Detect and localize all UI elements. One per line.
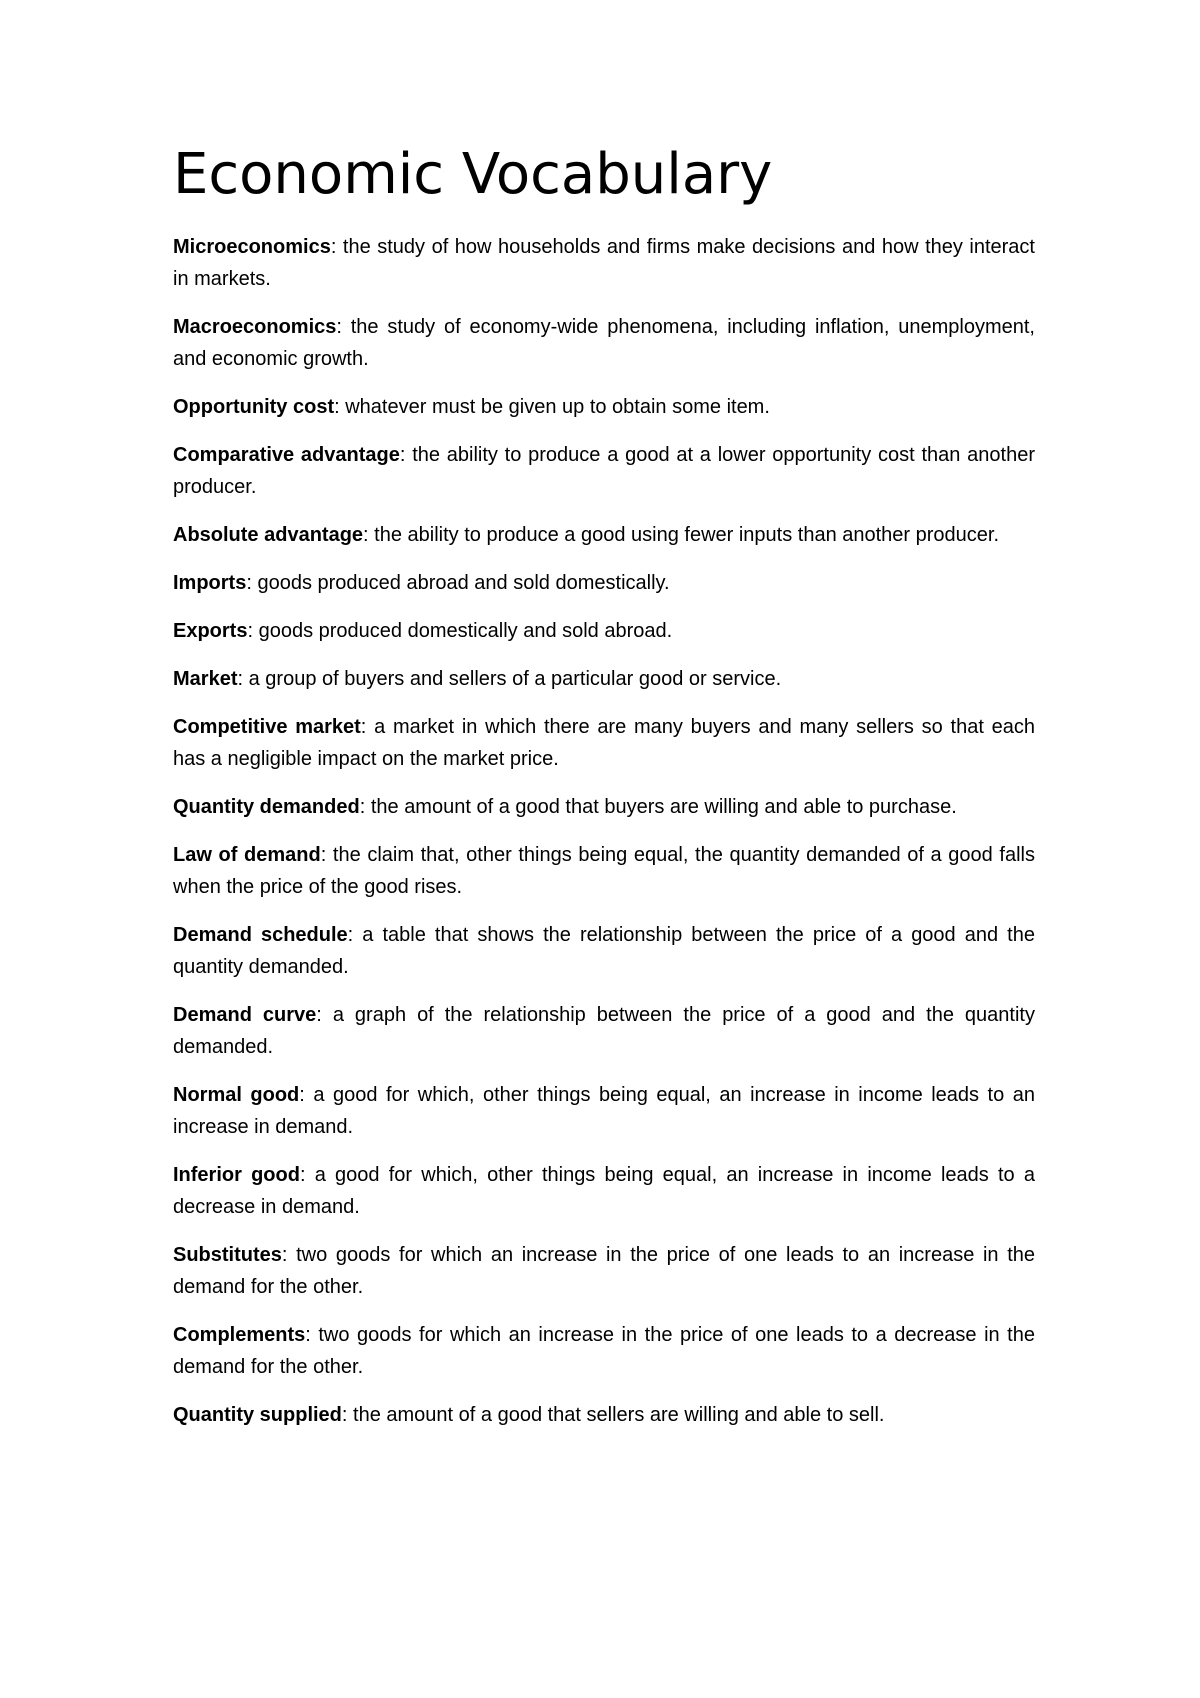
entry-separator: : (281, 1244, 297, 1266)
entry-separator: : (316, 1004, 333, 1026)
entry-term: Quantity demanded (173, 796, 360, 818)
vocabulary-entry (173, 439, 1035, 503)
entry-separator: : (246, 572, 258, 594)
vocabulary-entry (173, 615, 1035, 647)
vocabulary-entry (173, 1399, 1035, 1431)
vocabulary-entry (173, 567, 1035, 599)
vocabulary-entry (173, 711, 1035, 775)
entry-term: Law of demand (173, 844, 321, 866)
vocabulary-list (173, 231, 1035, 1431)
entry-definition: a graph of the relationship between the price of a good and the quantity demanded. (173, 1004, 1035, 1058)
entry-term: Microeconomics (173, 236, 331, 258)
entry-definition: the amount of a good that sellers are willing and able to sell. (353, 1404, 885, 1426)
entry-term: Substitutes (173, 1244, 282, 1266)
entry-term: Opportunity cost (173, 396, 335, 418)
vocabulary-entry (173, 1239, 1035, 1303)
entry-term: Demand curve (173, 1004, 317, 1026)
vocabulary-entry (173, 391, 1035, 423)
vocabulary-entry (173, 519, 1035, 551)
vocabulary-entry (173, 791, 1035, 823)
entry-definition: two goods for which an increase in the price of one leads to an increase in the demand for the other. (173, 1244, 1035, 1298)
entry-separator: : (363, 524, 375, 546)
entry-term: Comparative advantage (173, 444, 400, 466)
vocabulary-entry (173, 231, 1035, 295)
entry-definition: the study of economy-wide phenomena, including inflation, unemployment, and economic growth. (173, 316, 1035, 370)
entry-separator: : (399, 444, 413, 466)
entry-definition: whatever must be given up to obtain some item. (345, 396, 770, 418)
entry-separator: : (330, 236, 343, 258)
entry-definition: a good for which, other things being equal, an increase in income leads to an increase in demand. (173, 1084, 1035, 1138)
entry-term: Exports (173, 620, 248, 642)
entry-term: Macroeconomics (173, 316, 337, 338)
entry-definition: a table that shows the relationship between the price of a good and the quantity demanded. (173, 924, 1035, 978)
entry-term: Absolute advantage (173, 524, 364, 546)
vocabulary-entry (173, 919, 1035, 983)
entry-separator: : (341, 1404, 354, 1426)
entry-separator: : (247, 620, 259, 642)
entry-separator: : (360, 716, 375, 738)
document-page (173, 138, 1035, 1447)
page-title: Economic Vocabulary (173, 142, 773, 207)
vocabulary-entry (173, 1079, 1035, 1143)
entry-definition: a good for which, other things being equal, an increase in income leads to a decrease in demand. (173, 1164, 1035, 1218)
entry-definition: a group of buyers and sellers of a particular good or service. (248, 668, 782, 690)
entry-separator: : (334, 396, 346, 418)
vocabulary-entry (173, 311, 1035, 375)
entry-definition: the amount of a good that buyers are willing and able to purchase. (370, 796, 957, 818)
entry-term: Quantity supplied (173, 1404, 342, 1426)
vocabulary-entry (173, 1159, 1035, 1223)
entry-term: Demand schedule (173, 924, 348, 946)
entry-definition: the claim that, other things being equal, the quantity demanded of a good falls when the price of the good rises. (173, 844, 1035, 898)
entry-definition: a market in which there are many buyers and many sellers so that each has a negligible impact on the market price. (173, 716, 1035, 770)
entry-separator: : (320, 844, 333, 866)
vocabulary-entry (173, 1319, 1035, 1383)
entry-term: Competitive market (173, 716, 361, 738)
entry-term: Imports (173, 572, 247, 594)
entry-separator: : (359, 796, 371, 818)
entry-definition: the ability to produce a good using fewer inputs than another producer. (374, 524, 1000, 546)
entry-definition: the study of how households and firms make decisions and how they interact in markets. (173, 236, 1035, 290)
entry-separator: : (336, 316, 351, 338)
entry-term: Market (173, 668, 238, 690)
entry-definition: goods produced abroad and sold domestically. (257, 572, 670, 594)
entry-separator: : (299, 1164, 315, 1186)
entry-definition: goods produced domestically and sold abroad. (258, 620, 673, 642)
entry-separator: : (237, 668, 249, 690)
vocabulary-entry (173, 839, 1035, 903)
vocabulary-entry (173, 663, 1035, 695)
entry-separator: : (347, 924, 363, 946)
entry-term: Complements (173, 1324, 306, 1346)
entry-definition: the ability to produce a good at a lower opportunity cost than another producer. (173, 444, 1035, 498)
entry-separator: : (305, 1324, 319, 1346)
entry-separator: : (299, 1084, 314, 1106)
entry-term: Inferior good (173, 1164, 300, 1186)
entry-term: Normal good (173, 1084, 300, 1106)
entry-definition: two goods for which an increase in the price of one leads to a decrease in the demand for the other. (173, 1324, 1035, 1378)
vocabulary-entry (173, 999, 1035, 1063)
